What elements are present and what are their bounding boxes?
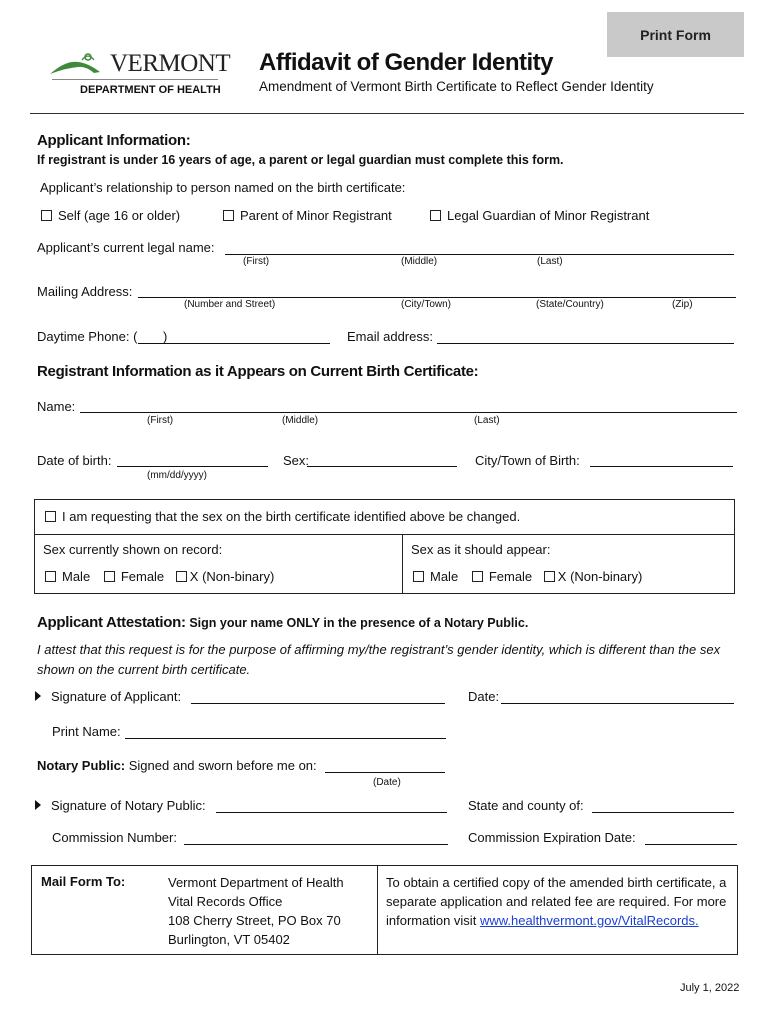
notary-text: Signed and sworn before me on: <box>128 758 317 773</box>
checkbox[interactable] <box>223 210 234 221</box>
city-of-birth-label: City/Town of Birth: <box>475 453 580 468</box>
sex-current-options <box>45 569 274 584</box>
commission-exp-field[interactable] <box>645 844 737 845</box>
address-part-city: (City/Town) <box>401 299 452 310</box>
checkbox[interactable] <box>430 210 441 221</box>
city-of-birth-field[interactable] <box>590 466 733 467</box>
relationship-option-parent[interactable]: Parent of Minor Registrant <box>223 208 392 223</box>
arrow-right-icon <box>35 691 41 701</box>
relationship-option-self[interactable]: Self (age 16 or older) <box>41 208 180 223</box>
date-label: Date: <box>468 689 500 704</box>
sex-current-female[interactable]: Female <box>104 569 164 584</box>
page-title: Affidavit of Gender Identity <box>259 49 554 76</box>
sex-label: Sex: <box>283 453 310 468</box>
address-part-state: (State/Country) <box>536 299 604 310</box>
state-county-label: State and county of: <box>468 798 584 813</box>
sex-field[interactable] <box>307 466 457 467</box>
sex-should-female[interactable]: Female <box>472 569 532 584</box>
page-subtitle: Amendment of Vermont Birth Certificate to Reflect Gender Identity <box>259 79 654 94</box>
phone-label: Daytime Phone: ( <box>37 329 138 344</box>
dob-format: (mm/dd/yyyy) <box>147 470 207 481</box>
sex-change-request[interactable]: I am requesting that the sex on the birth certificate identified above be changed. <box>45 509 520 524</box>
mail-label: Mail Form To: <box>41 874 126 889</box>
dob-label: Date of birth: <box>37 453 112 468</box>
attestation-heading-row <box>37 614 528 631</box>
sex-should-nonbinary[interactable]: X (Non-binary) <box>544 569 643 584</box>
notary-row <box>37 758 317 773</box>
registrant-name-label: Name: <box>37 399 76 414</box>
notary-bold-label: Notary Public: <box>37 758 126 773</box>
sex-current-label: Sex currently shown on record: <box>43 542 223 557</box>
mail-address-line: Burlington, VT 05402 <box>168 932 290 947</box>
logo-wordmark: VERMONT <box>110 50 231 77</box>
sex-current-nonbinary[interactable]: X (Non-binary) <box>176 569 275 584</box>
checkbox[interactable] <box>544 571 555 582</box>
relationship-label: Applicant’s relationship to person named on the birth certificate: <box>40 180 406 195</box>
mountain-logo-icon <box>48 50 116 80</box>
commission-number-label: Commission Number: <box>52 830 177 845</box>
vermont-logo <box>48 50 231 100</box>
legal-name-field[interactable] <box>225 254 734 255</box>
notary-date-field[interactable] <box>325 772 445 773</box>
checkbox[interactable] <box>413 571 424 582</box>
name-part-last: (Last) <box>537 256 563 267</box>
date-field[interactable] <box>501 703 734 704</box>
checkbox[interactable] <box>472 571 483 582</box>
legal-name-label: Applicant’s current legal name: <box>37 240 215 255</box>
checkbox[interactable] <box>41 210 52 221</box>
mail-address-line: Vital Records Office <box>168 894 283 909</box>
attestation-statement: I attest that this request is for the purpose of affirming my/the registrant’s gender identity, which is different than the sex shown on the current birth certificate. <box>37 642 721 677</box>
mail-box <box>31 865 738 955</box>
attestation-heading-note: Sign your name ONLY in the presence of a Notary Public. <box>189 616 529 630</box>
print-form-button[interactable]: Print Form <box>607 12 744 57</box>
header-divider <box>30 113 744 114</box>
sex-change-box <box>34 499 735 594</box>
name-part-first: (First) <box>243 256 270 267</box>
notary-signature-label: Signature of Notary Public: <box>35 798 206 813</box>
checkbox[interactable] <box>45 571 56 582</box>
print-name-label: Print Name: <box>52 724 121 739</box>
mailing-label: Mailing Address: <box>37 284 133 299</box>
logo-department: DEPARTMENT OF HEALTH <box>80 84 221 96</box>
registrant-name-last: (Last) <box>474 415 500 426</box>
applicant-heading: Applicant Information: <box>37 132 191 149</box>
sex-should-options <box>413 569 642 584</box>
state-county-field[interactable] <box>592 812 734 813</box>
vital-records-link[interactable]: www.healthvermont.gov/VitalRecords. <box>479 913 699 928</box>
mailing-address-field[interactable] <box>138 297 736 298</box>
mail-address-line: Vermont Department of Health <box>168 875 344 890</box>
phone-field[interactable] <box>138 343 330 344</box>
mail-info-text: To obtain a certified copy of the amended birth certificate, a separate application and related fee are required. For more information visit <box>386 875 727 928</box>
sex-current-male[interactable]: Male <box>45 569 90 584</box>
notary-date-caption: (Date) <box>373 777 401 788</box>
applicant-signature-field[interactable] <box>191 703 445 704</box>
registrant-name-first: (First) <box>147 415 174 426</box>
mail-address <box>168 873 344 949</box>
registrant-name-field[interactable] <box>80 412 737 413</box>
attestation-heading: Applicant Attestation: <box>37 614 186 631</box>
name-part-middle: (Middle) <box>401 256 438 267</box>
email-label: Email address: <box>347 329 433 344</box>
checkbox[interactable] <box>104 571 115 582</box>
address-part-street: (Number and Street) <box>184 299 276 310</box>
footer-date: July 1, 2022 <box>680 982 740 994</box>
commission-exp-label: Commission Expiration Date: <box>468 830 636 845</box>
relationship-option-guardian[interactable]: Legal Guardian of Minor Registrant <box>430 208 649 223</box>
sex-should-male[interactable]: Male <box>413 569 458 584</box>
address-part-zip: (Zip) <box>672 299 693 310</box>
checkbox[interactable] <box>45 511 56 522</box>
sex-should-label: Sex as it should appear: <box>411 542 551 557</box>
print-name-field[interactable] <box>125 738 446 739</box>
registrant-name-middle: (Middle) <box>282 415 319 426</box>
applicant-note: If registrant is under 16 years of age, a parent or legal guardian must complete this form. <box>37 153 564 167</box>
checkbox[interactable] <box>176 571 187 582</box>
registrant-heading: Registrant Information as it Appears on Current Birth Certificate: <box>37 363 479 380</box>
notary-signature-field[interactable] <box>216 812 447 813</box>
dob-field[interactable] <box>117 466 268 467</box>
mail-address-line: 108 Cherry Street, PO Box 70 <box>168 913 341 928</box>
email-field[interactable] <box>437 343 734 344</box>
applicant-signature-label: Signature of Applicant: <box>35 689 181 704</box>
commission-number-field[interactable] <box>184 844 448 845</box>
phone-close-paren: ) <box>163 329 168 344</box>
mail-info <box>386 873 731 930</box>
arrow-right-icon <box>35 800 41 810</box>
